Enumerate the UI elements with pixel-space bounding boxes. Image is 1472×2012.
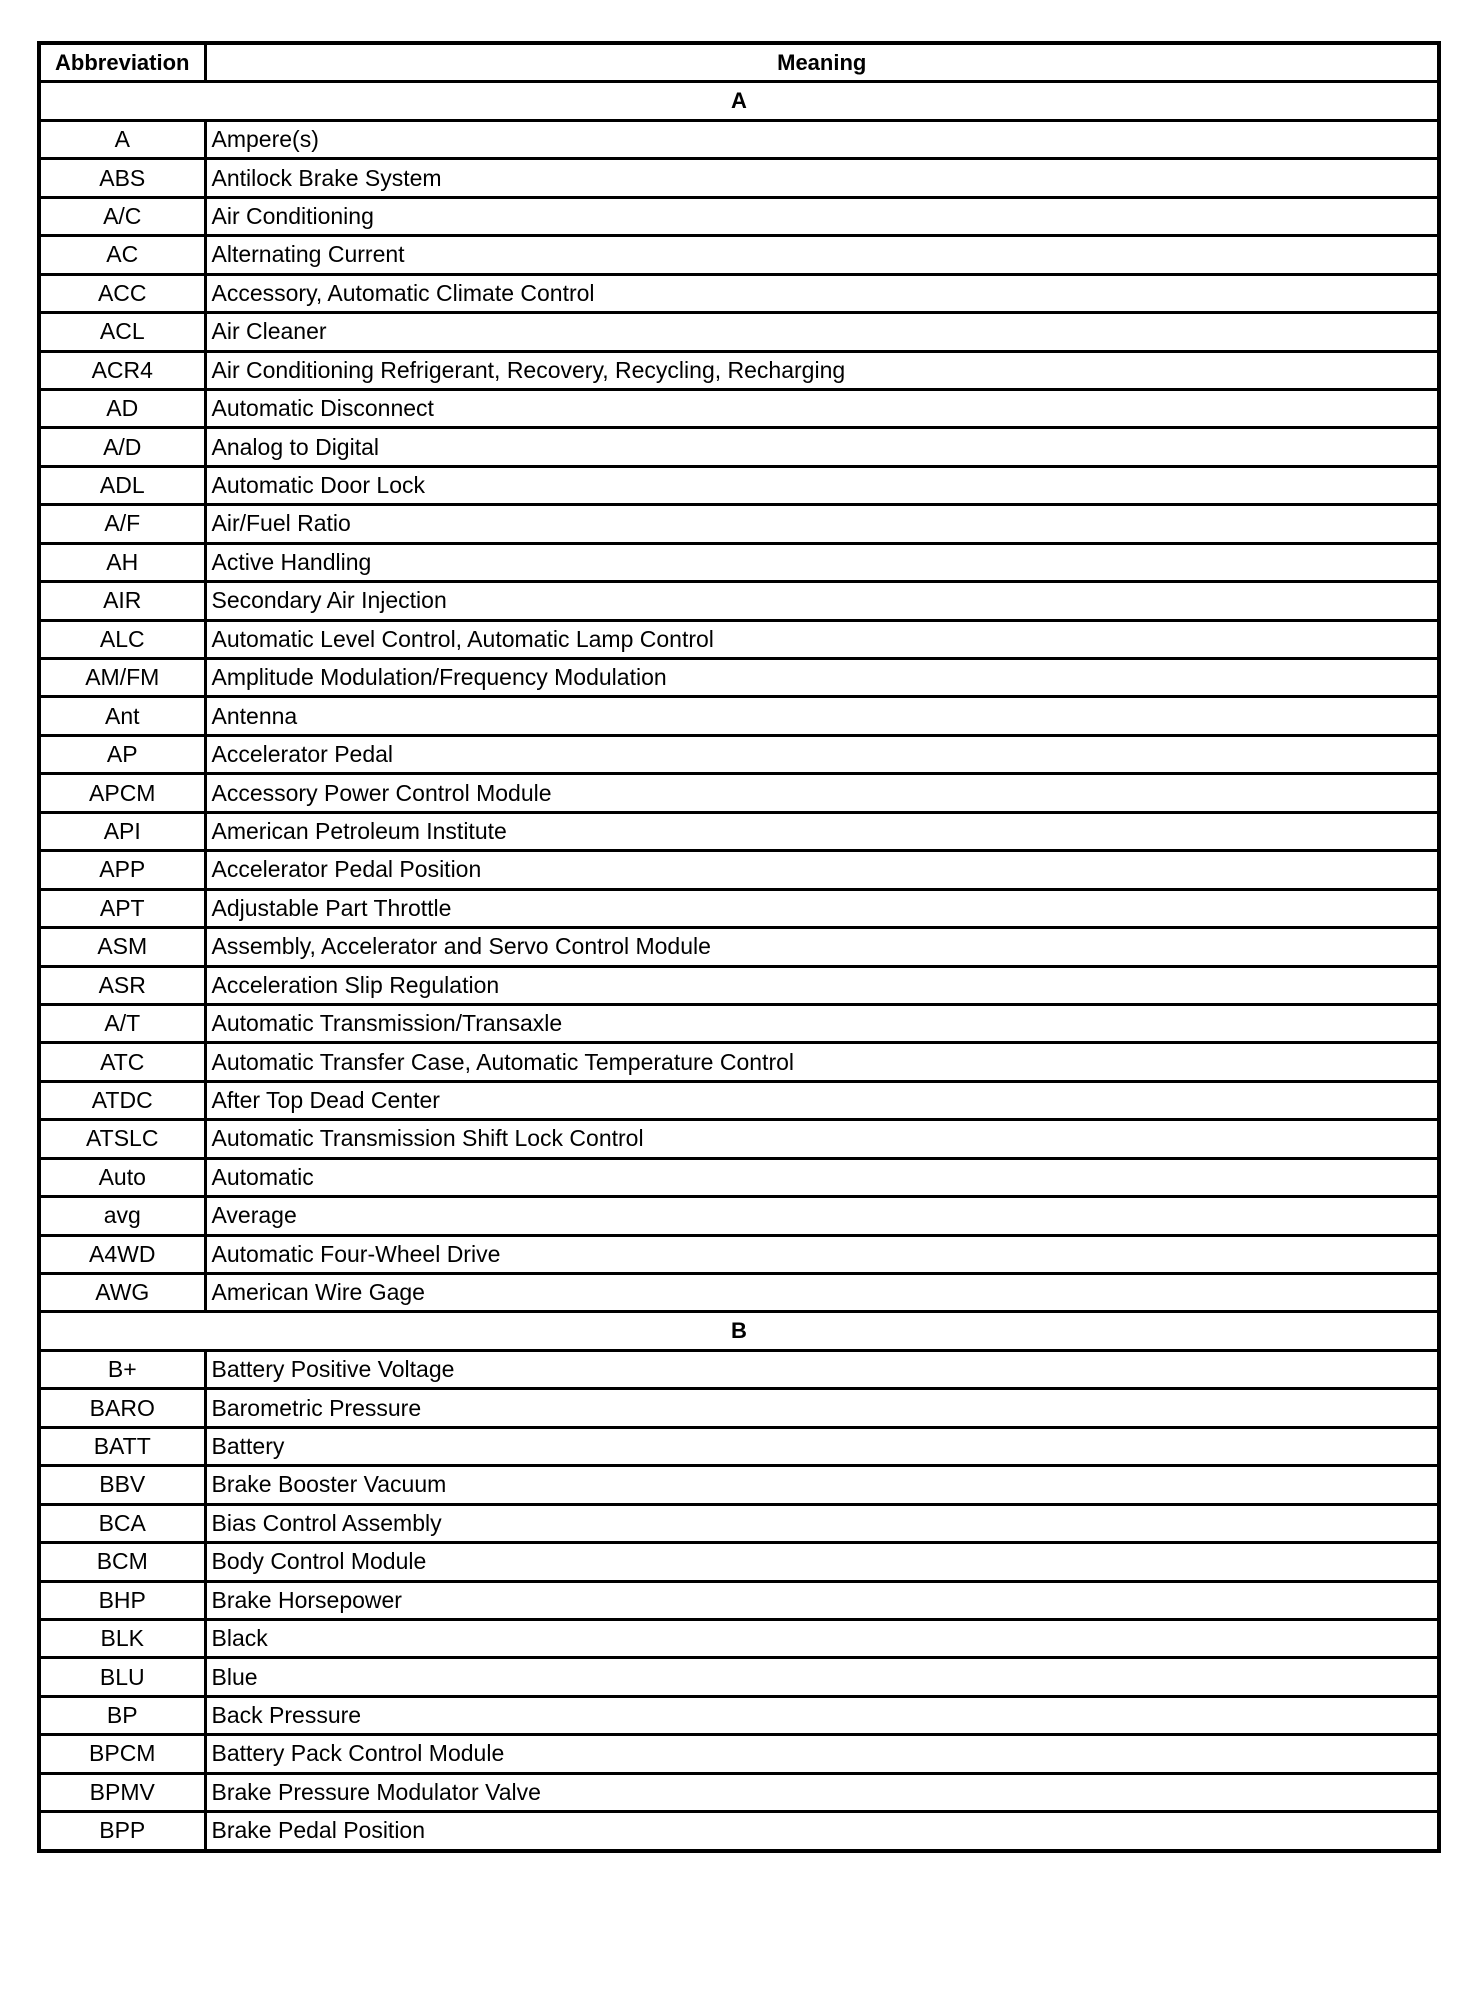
abbreviation-cell: ACL: [39, 313, 205, 351]
abbreviation-cell: BPCM: [39, 1735, 205, 1773]
table-row: [39, 389, 1439, 427]
table-row: [39, 966, 1439, 1004]
abbreviation-cell: BHP: [39, 1581, 205, 1619]
meaning-cell: Automatic Level Control, Automatic Lamp Control: [205, 620, 1439, 658]
table-row: [39, 735, 1439, 773]
meaning-cell: Brake Pedal Position: [205, 1812, 1439, 1851]
abbreviation-cell: AH: [39, 543, 205, 581]
meaning-cell: Active Handling: [205, 543, 1439, 581]
meaning-cell: Blue: [205, 1658, 1439, 1696]
section-letter: B: [39, 1312, 1439, 1350]
table-row: [39, 197, 1439, 235]
table-row: [39, 659, 1439, 697]
table-row: [39, 1812, 1439, 1851]
meaning-cell: Battery Positive Voltage: [205, 1350, 1439, 1388]
header-row: [39, 43, 1439, 82]
table-row: [39, 543, 1439, 581]
meaning-cell: Secondary Air Injection: [205, 582, 1439, 620]
abbreviation-cell: ATSLC: [39, 1120, 205, 1158]
abbreviation-cell: ATC: [39, 1043, 205, 1081]
meaning-cell: American Wire Gage: [205, 1274, 1439, 1312]
abbreviation-cell: BLK: [39, 1619, 205, 1657]
table-row: [39, 1427, 1439, 1465]
abbreviation-cell: Ant: [39, 697, 205, 735]
abbreviation-cell: AWG: [39, 1274, 205, 1312]
abbreviation-cell: A/D: [39, 428, 205, 466]
meaning-cell: Air Conditioning Refrigerant, Recovery, Recycling, Recharging: [205, 351, 1439, 389]
abbreviation-cell: BPMV: [39, 1773, 205, 1811]
meaning-cell: Air Cleaner: [205, 313, 1439, 351]
section-row: [39, 82, 1439, 120]
table-row: [39, 812, 1439, 850]
abbreviation-cell: ALC: [39, 620, 205, 658]
table-row: [39, 889, 1439, 927]
meaning-cell: Automatic Four-Wheel Drive: [205, 1235, 1439, 1273]
abbreviation-cell: BARO: [39, 1389, 205, 1427]
table-row: [39, 505, 1439, 543]
table-row: [39, 1466, 1439, 1504]
meaning-cell: Brake Booster Vacuum: [205, 1466, 1439, 1504]
table-row: [39, 236, 1439, 274]
abbreviation-cell: Auto: [39, 1158, 205, 1196]
abbreviation-cell: ADL: [39, 466, 205, 504]
abbreviation-cell: A/T: [39, 1004, 205, 1042]
table-row: [39, 1735, 1439, 1773]
table-row: [39, 428, 1439, 466]
abbreviation-cell: BP: [39, 1696, 205, 1734]
table-row: [39, 313, 1439, 351]
abbreviation-cell: AD: [39, 389, 205, 427]
meaning-cell: Adjustable Part Throttle: [205, 889, 1439, 927]
abbreviation-column-header: Abbreviation: [39, 43, 205, 82]
meaning-cell: After Top Dead Center: [205, 1081, 1439, 1119]
meaning-cell: Analog to Digital: [205, 428, 1439, 466]
abbreviation-cell: BCM: [39, 1543, 205, 1581]
table-row: [39, 1696, 1439, 1734]
abbreviation-cell: A/F: [39, 505, 205, 543]
abbreviation-cell: ASM: [39, 928, 205, 966]
meaning-cell: Assembly, Accelerator and Servo Control Module: [205, 928, 1439, 966]
meaning-cell: Average: [205, 1197, 1439, 1235]
table-row: [39, 851, 1439, 889]
meaning-cell: Automatic Disconnect: [205, 389, 1439, 427]
meaning-cell: Bias Control Assembly: [205, 1504, 1439, 1542]
meaning-cell: Automatic Transmission/Transaxle: [205, 1004, 1439, 1042]
meaning-cell: Antenna: [205, 697, 1439, 735]
abbreviation-cell: AC: [39, 236, 205, 274]
abbreviation-table: [37, 41, 1441, 1853]
abbreviation-cell: AM/FM: [39, 659, 205, 697]
meaning-cell: Air Conditioning: [205, 197, 1439, 235]
table-row: [39, 1197, 1439, 1235]
meaning-cell: American Petroleum Institute: [205, 812, 1439, 850]
table-row: [39, 1043, 1439, 1081]
meaning-cell: Barometric Pressure: [205, 1389, 1439, 1427]
table-row: [39, 1274, 1439, 1312]
table-row: [39, 351, 1439, 389]
abbreviation-cell: BLU: [39, 1658, 205, 1696]
abbreviation-cell: API: [39, 812, 205, 850]
table-row: [39, 120, 1439, 158]
meaning-cell: Body Control Module: [205, 1543, 1439, 1581]
table-row: [39, 774, 1439, 812]
table-row: [39, 159, 1439, 197]
table-row: [39, 466, 1439, 504]
abbreviation-cell: A/C: [39, 197, 205, 235]
abbreviation-cell: BPP: [39, 1812, 205, 1851]
meaning-column-header: Meaning: [205, 43, 1439, 82]
table-row: [39, 274, 1439, 312]
table-row: [39, 620, 1439, 658]
abbreviation-cell: ASR: [39, 966, 205, 1004]
meaning-cell: Automatic: [205, 1158, 1439, 1196]
meaning-cell: Accelerator Pedal Position: [205, 851, 1439, 889]
abbreviation-cell: BBV: [39, 1466, 205, 1504]
meaning-cell: Air/Fuel Ratio: [205, 505, 1439, 543]
meaning-cell: Amplitude Modulation/Frequency Modulation: [205, 659, 1439, 697]
table-row: [39, 1235, 1439, 1273]
table-body: [39, 82, 1439, 1851]
abbreviation-cell: AIR: [39, 582, 205, 620]
table-header: [39, 43, 1439, 82]
table-row: [39, 1158, 1439, 1196]
abbreviation-cell: A: [39, 120, 205, 158]
abbreviation-cell: APP: [39, 851, 205, 889]
meaning-cell: Black: [205, 1619, 1439, 1657]
meaning-cell: Brake Horsepower: [205, 1581, 1439, 1619]
meaning-cell: Accessory Power Control Module: [205, 774, 1439, 812]
abbreviation-cell: APCM: [39, 774, 205, 812]
section-row: [39, 1312, 1439, 1350]
table-row: [39, 1619, 1439, 1657]
abbreviation-cell: ABS: [39, 159, 205, 197]
meaning-cell: Brake Pressure Modulator Valve: [205, 1773, 1439, 1811]
abbreviation-cell: BATT: [39, 1427, 205, 1465]
table-row: [39, 1004, 1439, 1042]
table-row: [39, 1081, 1439, 1119]
table-row: [39, 1658, 1439, 1696]
meaning-cell: Alternating Current: [205, 236, 1439, 274]
table-row: [39, 1543, 1439, 1581]
section-letter: A: [39, 82, 1439, 120]
meaning-cell: Antilock Brake System: [205, 159, 1439, 197]
meaning-cell: Automatic Transmission Shift Lock Control: [205, 1120, 1439, 1158]
abbreviation-cell: ACR4: [39, 351, 205, 389]
table-row: [39, 697, 1439, 735]
meaning-cell: Back Pressure: [205, 1696, 1439, 1734]
table-row: [39, 582, 1439, 620]
abbreviation-cell: B+: [39, 1350, 205, 1388]
table-row: [39, 1389, 1439, 1427]
table-row: [39, 928, 1439, 966]
meaning-cell: Automatic Transfer Case, Automatic Temperature Control: [205, 1043, 1439, 1081]
meaning-cell: Ampere(s): [205, 120, 1439, 158]
abbreviation-cell: avg: [39, 1197, 205, 1235]
abbreviation-cell: APT: [39, 889, 205, 927]
meaning-cell: Battery: [205, 1427, 1439, 1465]
abbreviation-cell: A4WD: [39, 1235, 205, 1273]
meaning-cell: Automatic Door Lock: [205, 466, 1439, 504]
meaning-cell: Acceleration Slip Regulation: [205, 966, 1439, 1004]
meaning-cell: Accelerator Pedal: [205, 735, 1439, 773]
meaning-cell: Battery Pack Control Module: [205, 1735, 1439, 1773]
abbreviation-cell: ATDC: [39, 1081, 205, 1119]
meaning-cell: Accessory, Automatic Climate Control: [205, 274, 1439, 312]
table-row: [39, 1504, 1439, 1542]
abbreviation-cell: ACC: [39, 274, 205, 312]
table-row: [39, 1581, 1439, 1619]
table-row: [39, 1773, 1439, 1811]
table-row: [39, 1120, 1439, 1158]
abbreviation-cell: BCA: [39, 1504, 205, 1542]
abbreviation-cell: AP: [39, 735, 205, 773]
table-row: [39, 1350, 1439, 1388]
